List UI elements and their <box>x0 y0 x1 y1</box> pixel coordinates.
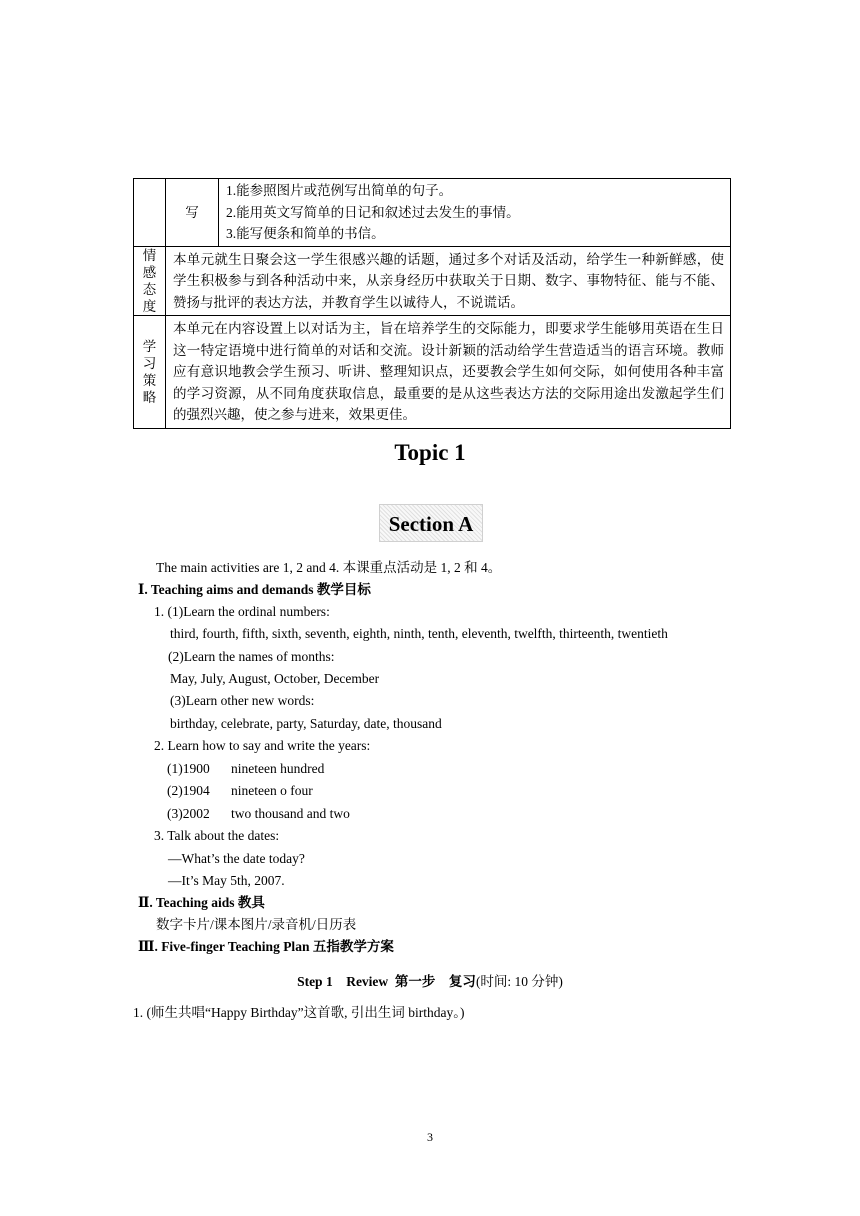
list-item: 3.能写便条和简单的书信。 <box>226 226 385 241</box>
step-1-title: Step 1 Review 第一步 复习 <box>297 974 476 989</box>
emotion-label <box>134 246 166 316</box>
aims-item-2: 2. Learn how to say and write the years: <box>154 738 371 753</box>
label-char: 感 <box>142 264 157 280</box>
step-1-time: (时间: 10 分钟) <box>475 974 563 989</box>
table-row <box>134 316 731 429</box>
other-words-list: birthday, celebrate, party, Saturday, date, thousand <box>170 716 442 731</box>
strategy-label <box>134 316 166 429</box>
page-number: 3 <box>427 1130 433 1144</box>
list-item: 2.能用英文写简单的日记和叙述过去发生的事情。 <box>226 204 520 220</box>
aims-heading: Ⅰ. Teaching aims and demands 教学目标 <box>138 582 371 597</box>
objectives-table <box>133 178 731 429</box>
year-number: (1)1900 <box>167 761 210 776</box>
label-char: 度 <box>142 298 157 314</box>
aims-item-3: 3. Talk about the dates: <box>154 828 280 843</box>
emotion-text: 本单元就生日聚会这一学生很感兴趣的话题，通过多个对话及活动，给学生一种新鲜感，使学生积极参与到各种活动中来，从亲身经历中获取关于日期、数字、事物特征、能与不能、赞扬与批评的表达方法，并教育学生以诚待人，不说谎话。 <box>166 246 731 316</box>
other-words-title: (3)Learn other new words: <box>170 693 315 708</box>
label-char: 策 <box>142 372 157 388</box>
label-char: 习 <box>142 355 157 371</box>
label-char: 学 <box>142 338 157 354</box>
main-activities: The main activities are 1, 2 and 4. 本课重点活动是 1, 2 和 4。 <box>156 560 502 575</box>
table-row <box>134 246 731 316</box>
label-char: 态 <box>142 281 157 297</box>
aims-item-1: 1. (1)Learn the ordinal numbers: <box>154 604 330 619</box>
plan-heading: Ⅲ. Five-finger Teaching Plan 五指教学方案 <box>138 939 394 954</box>
section-title: Section A <box>379 504 483 542</box>
aids-heading: Ⅱ. Teaching aids 教具 <box>138 895 265 910</box>
step-1-item-1: 1. (师生共唱“Happy Birthday”这首歌, 引出生词 birthday。) <box>133 1005 465 1020</box>
table-cell-empty <box>134 179 166 247</box>
year-number: (2)1904 <box>167 783 210 798</box>
year-words: nineteen hundred <box>231 761 325 776</box>
strategy-text: 本单元在内容设置上以对话为主，旨在培养学生的交际能力，即要求学生能够用英语在生日这一特定语境中进行简单的对话和交流。设计新颖的活动给学生营造适当的语言环境。教师应有意识地教会学生预习、听讲、整理知识点，还要教会学生如何交际，如何使用各种丰富的学习资源，从不同角度获取信息，最重要的是从这些表达方法的交际用途出发激起学生们的强烈兴趣，使之参与进来，效果更佳。 <box>166 316 731 429</box>
year-words: two thousand and two <box>231 806 350 821</box>
table-row <box>134 179 731 247</box>
year-words: nineteen o four <box>231 783 313 798</box>
dialog-line: —It’s May 5th, 2007. <box>168 873 285 888</box>
topic-title: Topic 1 <box>394 440 466 465</box>
skill-label: 写 <box>166 179 219 247</box>
months-title: (2)Learn the names of months: <box>168 649 335 664</box>
ordinals-list: third, fourth, fifth, sixth, seventh, eighth, ninth, tenth, eleventh, twelfth, thirteenth, twentieth <box>170 626 668 641</box>
months-list: May, July, August, October, December <box>170 671 380 686</box>
label-char: 情 <box>142 247 157 263</box>
skill-items <box>219 179 731 247</box>
year-number: (3)2002 <box>167 806 210 821</box>
list-item: 1.能参照图片或范例写出简单的句子。 <box>226 183 453 198</box>
aids-items: 数字卡片/课本图片/录音机/日历表 <box>156 917 357 932</box>
label-char: 略 <box>142 389 157 405</box>
step-1-heading <box>0 970 860 990</box>
dialog-line: —What’s the date today? <box>168 851 305 866</box>
